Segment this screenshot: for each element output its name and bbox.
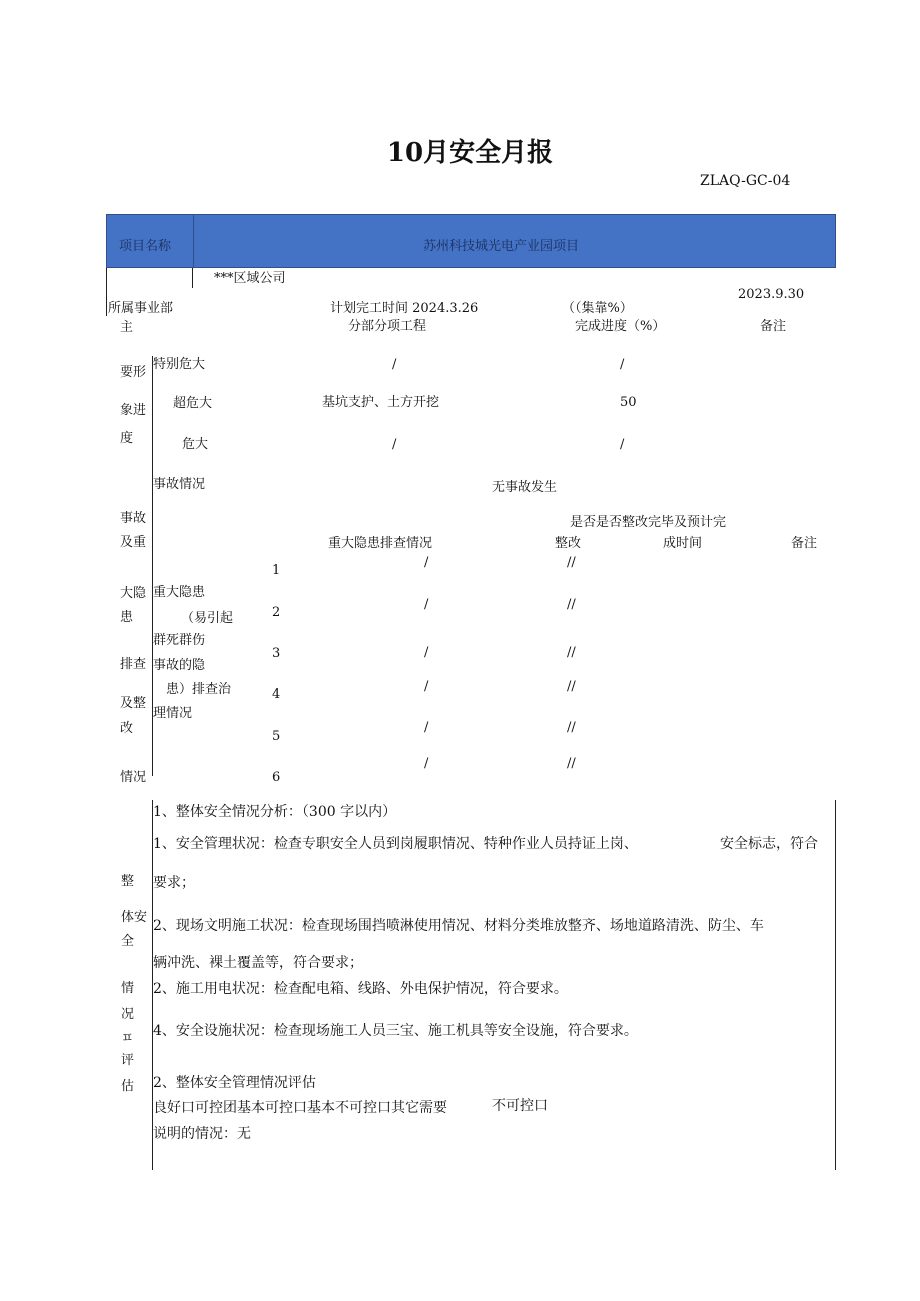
hazard-side-2: 及重 (120, 535, 147, 550)
overall-side-2: 体安 (121, 910, 148, 925)
hazard-row-no: 2 (272, 605, 281, 620)
project-cell: / (392, 357, 397, 372)
report-date: 2023.9.30 (738, 287, 805, 302)
hazard-row-rectify: // (567, 756, 576, 771)
project-header (106, 214, 836, 268)
hazard-row-check: / (424, 679, 429, 694)
hazard-row-no: 4 (272, 687, 281, 702)
project-cell: / (392, 437, 397, 452)
project-name-label: 项目名称 (119, 239, 172, 254)
hazard-side-1: 事故 (120, 511, 147, 526)
progress-side-4: 度 (120, 431, 134, 446)
item2-line2: 辆冲洗、裸土覆盖等，符合要求； (153, 955, 363, 971)
col-remark-header: 备注 (760, 319, 787, 334)
col-progress-header: 完成进度（%） (575, 319, 666, 334)
col-check-header: 重大隐患排查情况 (328, 536, 433, 551)
hazard-side-4: 患 (120, 610, 134, 625)
hazard-row-rectify: // (567, 555, 576, 570)
item4: 4、安全设施状况：检查现场施工人员三宝、施工机具等安全设施，符合要求。 (153, 1023, 638, 1039)
hazard-row-check: / (424, 756, 429, 771)
report-code: ZLAQ-GC-04 (700, 173, 791, 189)
hazard-row-check: / (424, 597, 429, 612)
eval-options: 良好口可控团基本可控口基本不可控口其它需要 (153, 1100, 447, 1116)
hazard-row-no: 3 (272, 646, 281, 661)
progress-cell: 50 (620, 395, 637, 410)
hazard-row-no: 1 (272, 563, 281, 578)
overall-side-7: 评 (121, 1053, 135, 1068)
hazard-sub-3: 群死群伤 (153, 633, 206, 648)
left-border-2 (192, 268, 193, 288)
overall-side-3: 全 (121, 934, 135, 949)
accident-label: 事故情况 (153, 477, 206, 492)
col-project-header: 分部分项工程 (348, 319, 427, 334)
overall-right-border (835, 800, 836, 1170)
hazard-row-check: / (424, 555, 429, 570)
overall-side-6: ㅍ (121, 1031, 134, 1046)
level-label: 特别危大 (153, 357, 206, 372)
hazard-row-check: / (424, 645, 429, 660)
col-time-header: 成时间 (663, 536, 703, 551)
item3: 2、施工用电状况：检查配电箱、线路、外电保护情况，符合要求。 (153, 981, 568, 997)
overall-side-4: 情 (121, 981, 135, 996)
hazard-row-rectify: // (567, 597, 576, 612)
progress-side-2: 要形 (120, 365, 147, 380)
eval-note: 说明的情况：无 (153, 1126, 251, 1142)
hazard-sub-6: 理情况 (153, 706, 193, 721)
hazard-side-6: 及整 (120, 696, 147, 711)
hazard-sub-2: （易引起 (181, 611, 234, 626)
hazard-sub-5: 患）排查治 (166, 682, 232, 697)
analysis-heading: 1、整体安全情况分析：（300 字以内） (153, 804, 397, 820)
item1-tail: 安全标志，符合 (720, 836, 818, 852)
col-rectify-line1: 是否是否整改完毕及预计完 (570, 515, 727, 530)
eval-tail: 不可控口 (492, 1098, 548, 1114)
eval-heading: 2、整体安全管理情况评估 (153, 1075, 316, 1091)
item2-line1: 2、现场文明施工状况：检查现场围挡喷淋使用情况、材料分类堆放整齐、场地道路清洗、防尘、车 (153, 918, 764, 934)
jikao-text: （（集靠%） (562, 301, 633, 316)
level-label: 危大 (182, 437, 209, 452)
overall-side-1: 整 (121, 874, 135, 889)
hazard-side-7: 改 (120, 721, 134, 736)
hazard-row-rectify: // (567, 720, 576, 735)
hazard-side-8: 情况 (120, 770, 147, 785)
accident-value: 无事故发生 (492, 480, 558, 495)
company-name: ***区域公司 (214, 271, 286, 286)
hazard-sub-4: 事故的隐 (153, 658, 206, 673)
hazard-side-5: 排查 (120, 657, 147, 672)
plan-finish-time: 计划完工时间 2024.3.26 (330, 301, 479, 316)
hazard-row-check: / (424, 720, 429, 735)
item1-line1: 1、安全管理状况：检查专职安全人员到岗履职情况、特种作业人员持证上岗、 (153, 836, 638, 852)
item1-line2: 要求； (153, 875, 195, 891)
hazard-row-no: 6 (272, 770, 281, 785)
dept-label: 所属事业部 (108, 301, 174, 316)
progress-side-3: 象进 (120, 403, 147, 418)
overall-side-8: 估 (121, 1079, 135, 1094)
col-rectify-header: 整改 (555, 536, 582, 551)
hazard-row-no: 5 (272, 729, 281, 744)
overall-side-5: 况 (121, 1007, 135, 1022)
progress-cell: / (620, 357, 625, 372)
progress-side-1: 主 (120, 320, 134, 335)
report-title: 10月安全月报 (386, 138, 554, 168)
level-label: 超危大 (173, 396, 213, 411)
hazard-sub-1: 重大隐患 (153, 585, 206, 600)
hazard-row-rectify: // (567, 645, 576, 660)
progress-cell: / (620, 437, 625, 452)
header-divider (193, 215, 194, 267)
hazard-side-3: 大隐 (120, 586, 147, 601)
project-name-value: 苏州科技城光电产业园项目 (423, 239, 580, 254)
left-border (106, 268, 107, 316)
hazard-row-rectify: // (567, 679, 576, 694)
col-hazard-remark-header: 备注 (791, 536, 818, 551)
project-cell: 基坑支护、土方开挖 (322, 395, 440, 410)
